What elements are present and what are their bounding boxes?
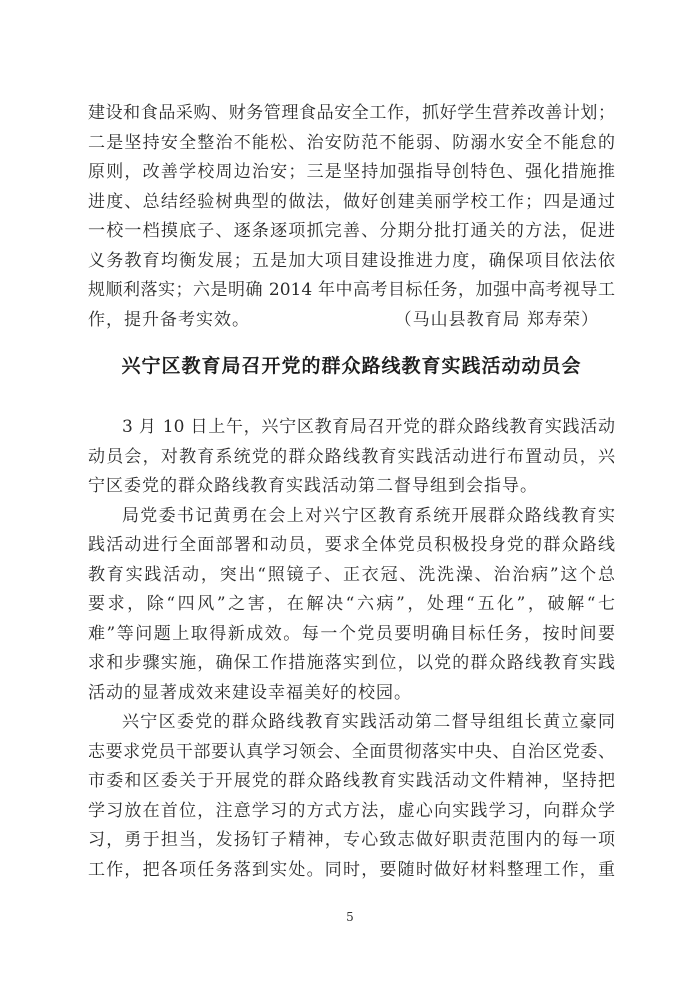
text-line: 义务教育均衡发展；五是加大项目建设推进力度，确保项目依法依 (88, 250, 615, 271)
text-line: 习，勇于担当，发扬钉子精神，专心致志做好职责范围内的每一项 (88, 830, 615, 850)
attribution: （马山县教育局 郑寿荣） (394, 309, 599, 330)
page-number: 5 (346, 910, 354, 924)
text-line: 宁区委党的群众路线教育实践活动第二督导组到会指导。 (88, 476, 538, 496)
text-line: 市委和区委关于开展党的群众路线教育实践活动文件精神，坚持把 (88, 771, 615, 791)
page-content (88, 99, 615, 885)
prev-article-lines (88, 99, 615, 306)
paragraph (88, 413, 615, 502)
article-title: 兴宁区教育局召开党的群众路线教育实践活动动员会 (121, 355, 582, 377)
text-line: 活动的显著成效来建设幸福美好的校园。 (88, 682, 412, 703)
text-line: 局党委书记黄勇在会上对兴宁区教育系统开展群众路线教育实 (122, 505, 615, 526)
text-line: 教育实践活动，突出“照镜子、正衣冠、洗洗澡、治治病”这个总 (88, 564, 615, 585)
text-line: 一校一档摸底子、逐条逐项抓完善、分期分批打通关的方法，促进 (88, 221, 615, 241)
text-line: 践活动进行全面部署和动员，要求全体党员积极投身党的群众路线 (88, 535, 615, 555)
text-line: 二是坚持安全整治不能松、治安防范不能弱、防溺水安全不能怠的 (88, 132, 615, 153)
text-line: 工作，把各项任务落到实处。同时，要随时做好材料整理工作，重 (88, 859, 615, 880)
text-line: 兴宁区委党的群众路线教育实践活动第二督导组组长黄立豪同 (122, 712, 615, 732)
text-line: 要求，除“四风”之害，在解决“六病”，处理“五化”，破解“七 (88, 594, 615, 614)
text-line: 求和步骤实施，确保工作措施落实到位，以党的群众路线教育实践 (88, 653, 615, 673)
text-line: 规顺利落实；六是明确 2014 年中高考目标任务，加强中高考视导工 (88, 280, 615, 300)
text-line: 志要求党员干部要认真学习领会、全面贯彻落实中央、自治区党委、 (88, 741, 615, 762)
closing-line (88, 306, 615, 336)
text-line: 建设和食品采购、财务管理食品安全工作，抓好学生营养改善计划； (88, 103, 615, 123)
text-line: 学习放在首位，注意学习的方式方法，虚心向实践学习，向群众学 (88, 800, 615, 821)
text-line: 原则，改善学校周边治安；三是坚持加强指导创特色、强化措施推 (88, 162, 615, 182)
paragraph (88, 502, 615, 709)
closing-text: 作，提升备考实效。 (88, 309, 250, 330)
text-line: 难”等问题上取得新成效。每一个党员要明确目标任务，按时间要 (88, 623, 615, 644)
text-line: 3 月 10 日上午，兴宁区教育局召开党的群众路线教育实践活动 (122, 417, 615, 437)
previous-article-continuation (88, 99, 615, 335)
text-line: 进度、总结经验树典型的做法，做好创建美丽学校工作；四是通过 (88, 191, 615, 212)
article-paragraphs (88, 413, 615, 885)
paragraph (88, 708, 615, 885)
text-line: 动员会，对教育系统党的群众路线教育实践活动进行布置动员，兴 (88, 446, 615, 467)
